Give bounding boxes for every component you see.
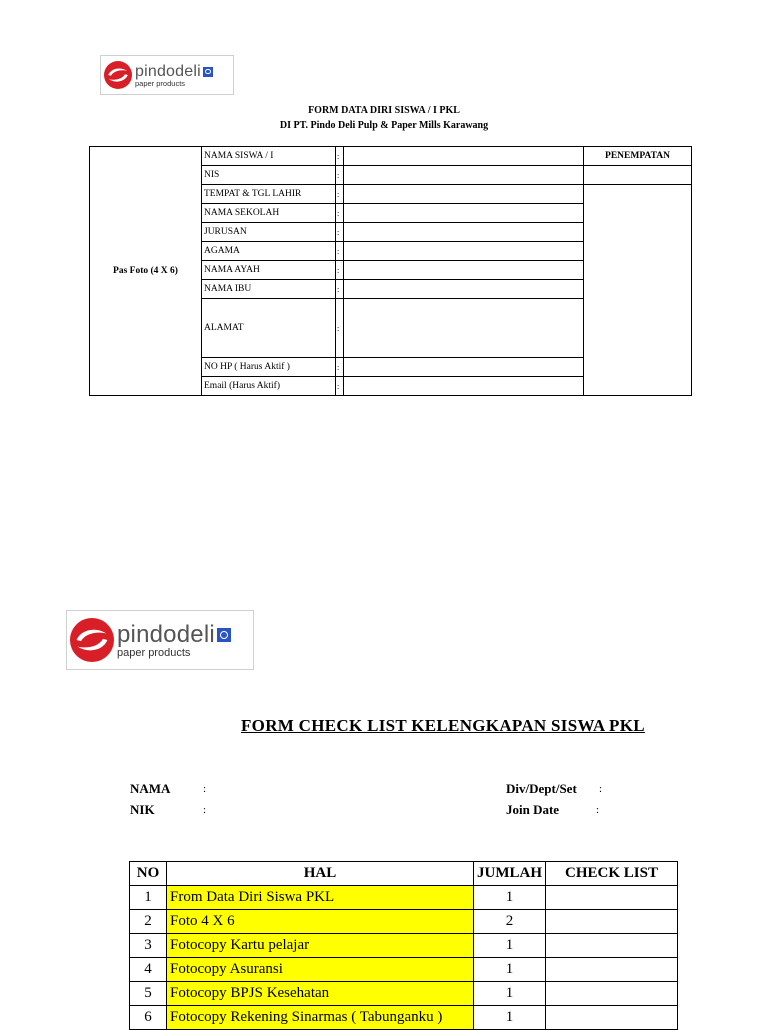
personal-data-table <box>89 146 692 396</box>
field-value-cell[interactable] <box>344 166 584 185</box>
field-colon: : <box>336 299 344 358</box>
row-no: 2 <box>130 910 167 934</box>
row-hal: Fotocopy Asuransi <box>167 958 474 982</box>
form1-title-line2: DI PT. Pindo Deli Pulp & Paper Mills Karawang <box>279 120 489 131</box>
field-value-cell[interactable] <box>344 147 584 166</box>
col-header-jumlah: JUMLAH <box>474 862 546 886</box>
join-date-colon: : <box>596 804 600 816</box>
row-check-cell[interactable] <box>546 1006 678 1030</box>
field-colon: : <box>336 204 344 223</box>
field-value-cell[interactable] <box>344 377 584 396</box>
field-value-cell[interactable] <box>344 223 584 242</box>
placement-header: PENEMPATAN <box>584 147 692 166</box>
company-logo <box>100 55 234 95</box>
row-no: 6 <box>130 1006 167 1030</box>
field-colon: : <box>336 223 344 242</box>
row-no: 5 <box>130 982 167 1006</box>
logo-swirl-icon <box>104 61 132 89</box>
row-jumlah: 1 <box>474 958 546 982</box>
checklist-table <box>129 861 678 1030</box>
placement-area[interactable] <box>584 185 692 396</box>
field-value-cell[interactable] <box>344 280 584 299</box>
field-label: NO HP ( Harus Aktif ) <box>202 358 336 377</box>
row-no: 1 <box>130 886 167 910</box>
row-check-cell[interactable] <box>546 910 678 934</box>
form1-title-line1: FORM DATA DIRI SISWA / I PKL <box>308 105 460 116</box>
field-colon: : <box>336 358 344 377</box>
form2-title: FORM CHECK LIST KELENGKAPAN SISWA PKL <box>241 716 645 735</box>
row-hal: From Data Diri Siswa PKL <box>167 886 474 910</box>
row-check-cell[interactable] <box>546 886 678 910</box>
field-colon: : <box>336 280 344 299</box>
row-hal: Fotocopy Kartu pelajar <box>167 934 474 958</box>
field-label: AGAMA <box>202 242 336 261</box>
table-row <box>130 1006 678 1030</box>
col-header-no: NO <box>130 862 167 886</box>
field-colon: : <box>336 377 344 396</box>
field-colon: : <box>336 261 344 280</box>
logo-brand-text: pindodeli <box>135 62 201 80</box>
logo-subtitle: paper products <box>135 78 186 88</box>
field-value-cell[interactable] <box>344 299 584 358</box>
nama-colon: : <box>203 783 207 795</box>
row-check-cell[interactable] <box>546 934 678 958</box>
nik-colon: : <box>203 804 207 816</box>
field-label: NAMA AYAH <box>202 261 336 280</box>
logo-brand-text: pindodeli <box>117 621 215 648</box>
nama-label: NAMA <box>130 781 171 796</box>
col-header-hal: HAL <box>167 862 474 886</box>
photo-box: Pas Foto (4 X 6) <box>90 147 202 396</box>
nik-label: NIK <box>130 802 155 817</box>
table-row <box>130 982 678 1006</box>
table-row <box>130 934 678 958</box>
row-jumlah: 1 <box>474 934 546 958</box>
field-label: NAMA SEKOLAH <box>202 204 336 223</box>
row-jumlah: 1 <box>474 1006 546 1030</box>
col-header-check-list: CHECK LIST <box>546 862 678 886</box>
row-hal: Fotocopy BPJS Kesehatan <box>167 982 474 1006</box>
row-no: 3 <box>130 934 167 958</box>
field-label: Email (Harus Aktif) <box>202 377 336 396</box>
row-hal: Foto 4 X 6 <box>167 910 474 934</box>
field-label: NAMA SISWA / I <box>202 147 336 166</box>
table-row <box>130 958 678 982</box>
field-value-cell[interactable] <box>344 242 584 261</box>
join-date-label: Join Date <box>506 802 560 817</box>
field-value-cell[interactable] <box>344 261 584 280</box>
field-value-cell[interactable] <box>344 204 584 223</box>
field-label: ALAMAT <box>202 299 336 358</box>
field-colon: : <box>336 166 344 185</box>
field-label: TEMPAT & TGL LAHIR <box>202 185 336 204</box>
field-label: JURUSAN <box>202 223 336 242</box>
row-jumlah: 1 <box>474 886 546 910</box>
row-jumlah: 1 <box>474 982 546 1006</box>
row-check-cell[interactable] <box>546 982 678 1006</box>
logo-square-icon <box>217 628 231 642</box>
table-header-row <box>130 862 678 886</box>
field-colon: : <box>336 185 344 204</box>
logo-swirl-icon <box>70 618 114 662</box>
div-dept-colon: : <box>599 783 603 795</box>
field-value-cell[interactable] <box>344 358 584 377</box>
div-dept-label: Div/Dept/Set <box>506 781 577 796</box>
row-no: 4 <box>130 958 167 982</box>
field-label: NAMA IBU <box>202 280 336 299</box>
field-colon: : <box>336 147 344 166</box>
field-colon: : <box>336 242 344 261</box>
row-check-cell[interactable] <box>546 958 678 982</box>
table-row <box>130 886 678 910</box>
placement-cell[interactable] <box>584 166 692 185</box>
logo-square-icon <box>203 67 213 77</box>
row-jumlah: 2 <box>474 910 546 934</box>
table-row <box>130 910 678 934</box>
logo-subtitle: paper products <box>117 647 191 659</box>
field-label: NIS <box>202 166 336 185</box>
company-logo <box>66 610 254 670</box>
field-value-cell[interactable] <box>344 185 584 204</box>
row-hal: Fotocopy Rekening Sinarmas ( Tabunganku ) <box>167 1006 474 1030</box>
